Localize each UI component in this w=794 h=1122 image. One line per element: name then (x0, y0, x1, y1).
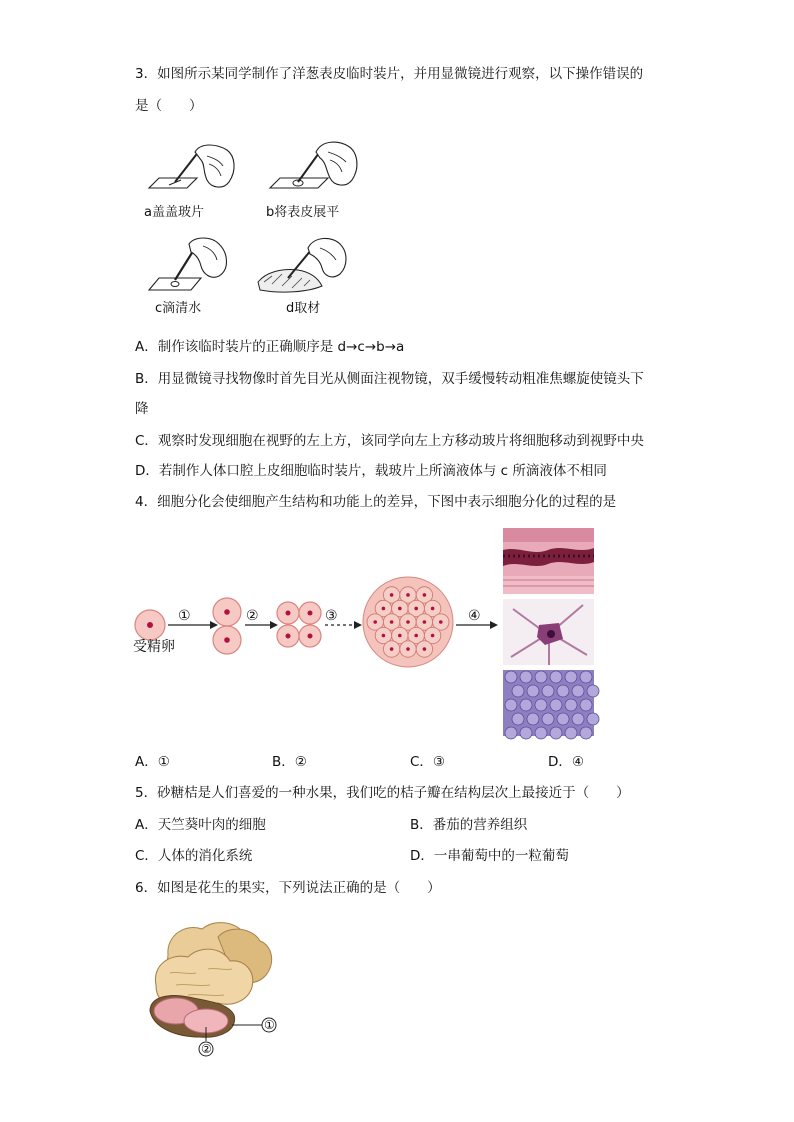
nerve-tissue-image (503, 599, 594, 665)
q3-stem-line2: 是（ ） (135, 98, 203, 114)
step-3-label: ③ (325, 608, 338, 624)
q5-option-b: B．番茄的营养组织 (410, 817, 528, 833)
figure-a-label: a盖盖玻片 (144, 205, 204, 220)
peanut-fruit-figure (148, 915, 298, 1060)
marker-2: ② (201, 1042, 212, 1056)
q5-option-d: D．一串葡萄中的一粒葡萄 (410, 848, 569, 864)
q4-stem: 4．细胞分化会使细胞产生结构和功能上的差异，下图中表示细胞分化的过程的是 (135, 494, 617, 510)
step-1-label: ① (178, 608, 191, 624)
q4-option-c: C．③ (410, 754, 446, 770)
q4-option-d: D．④ (548, 754, 584, 770)
cell-differentiation-diagram (128, 570, 503, 680)
epithelial-tissue-image (503, 670, 594, 736)
q3-option-b-line2: 降 (135, 401, 149, 417)
marker-1: ① (264, 1018, 275, 1032)
q4-option-b: B．② (272, 754, 307, 770)
figure-d-take-material (252, 232, 362, 298)
muscle-tissue-image (503, 528, 594, 594)
q3-option-d: D．若制作人体口腔上皮细胞临时装片，载玻片上所滴液体与 c 所滴液体不相同 (135, 463, 607, 479)
figure-c-label: c滴清水 (155, 301, 202, 316)
figure-b-spread-epidermis (268, 138, 368, 200)
step-4-label: ④ (468, 608, 481, 624)
figure-a-cover-slip (145, 140, 245, 200)
step-2-label: ② (246, 608, 259, 624)
q5-option-c: C．人体的消化系统 (135, 848, 253, 864)
q6-stem: 6．如图是花生的果实，下列说法正确的是（ ） (135, 880, 441, 896)
q3-option-c: C．观察时发现细胞在视野的左上方，该同学向左上方移动玻片将细胞移动到视野中央 (135, 433, 644, 449)
q5-stem: 5．砂糖桔是人们喜爱的一种水果，我们吃的桔子瓣在结构层次上最接近于（ ） (135, 785, 630, 801)
figure-d-label: d取材 (286, 301, 321, 316)
q3-option-a: A．制作该临时装片的正确顺序是 d→c→b→a (135, 339, 405, 355)
q3-option-b-line1: B．用显微镜寻找物像时首先目光从侧面注视物镜，双手缓慢转动粗准焦螺旋使镜头下 (135, 371, 644, 387)
q5-option-a: A．天竺葵叶肉的细胞 (135, 817, 266, 833)
zygote-label: 受精卵 (133, 639, 175, 655)
figure-b-label: b将表皮展平 (266, 205, 340, 220)
q3-stem-line1: 3．如图所示某同学制作了洋葱表皮临时装片，并用显微镜进行观察，以下操作错误的 (135, 66, 644, 82)
figure-c-drop-water (145, 234, 245, 298)
q4-option-a: A．① (135, 754, 170, 770)
